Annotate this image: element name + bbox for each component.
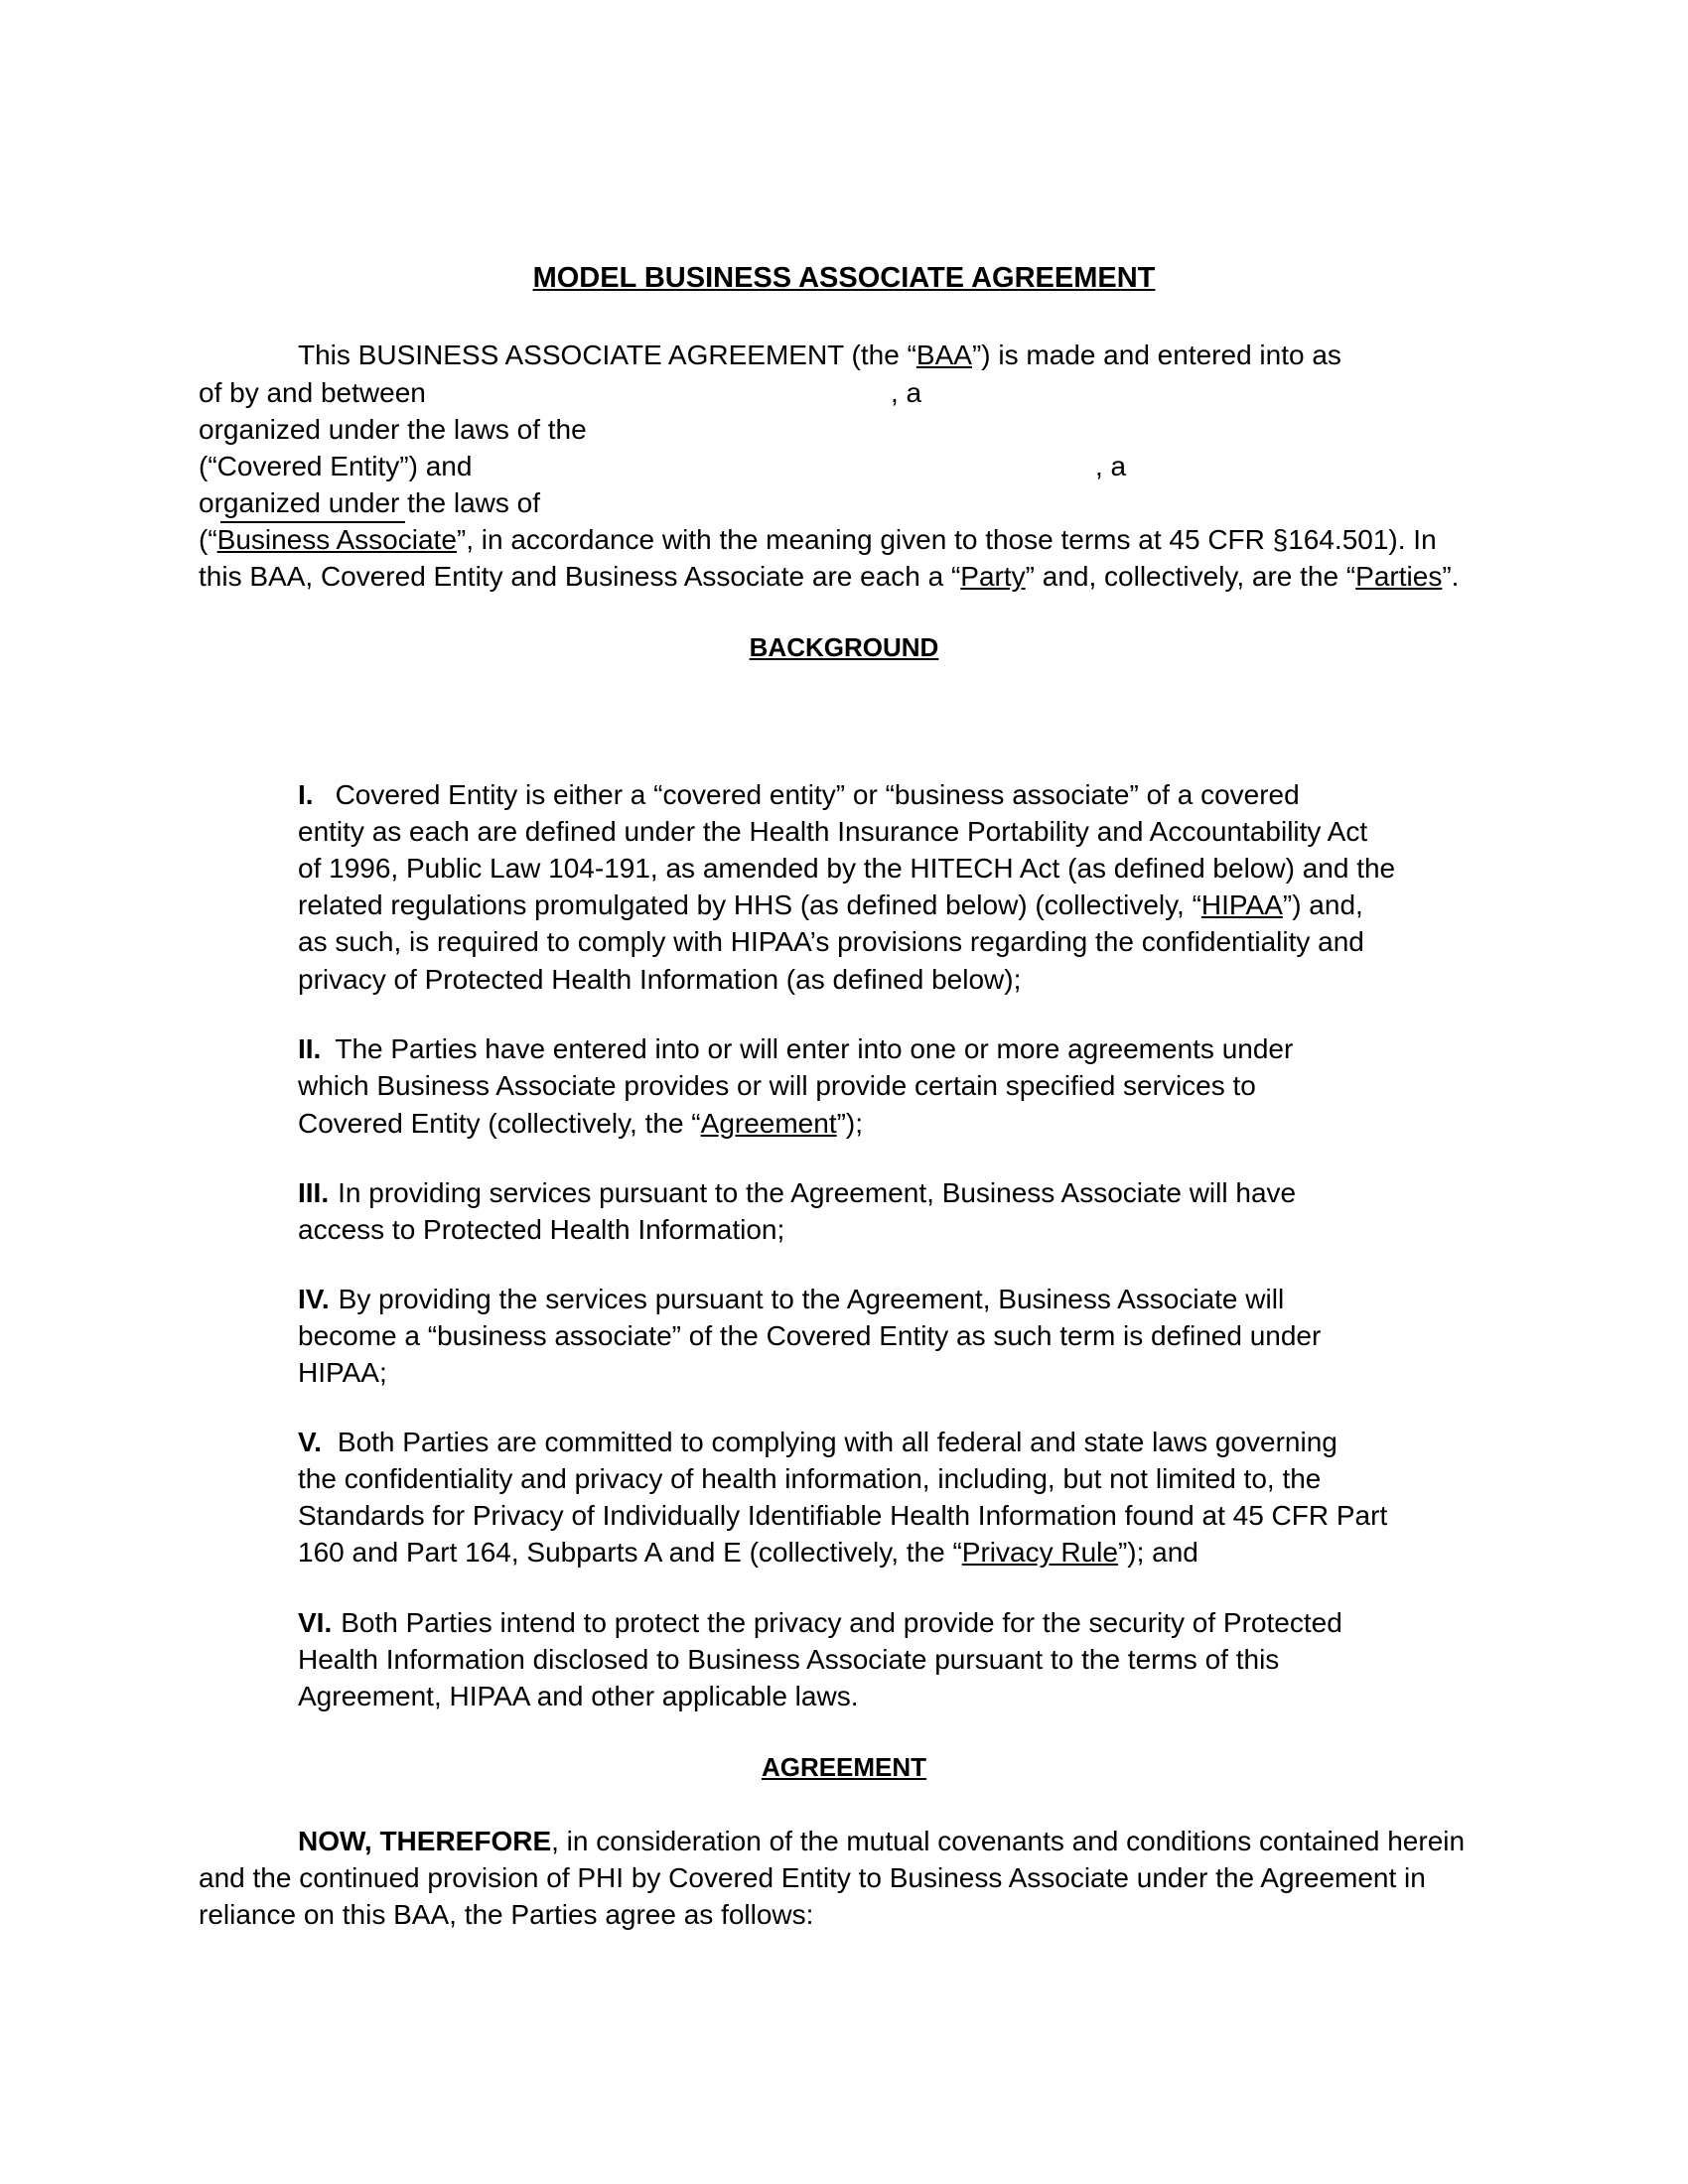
recital-5-line-1: V. Both Parties are committed to complying with all federal and state laws governing [298,1427,1337,1457]
recital-number: I. [298,779,314,810]
preamble-line-2a: of by and between [199,377,426,408]
recital-4-line-1: IV. By providing the services pursuant to the Agreement, Business Associate will [298,1284,1285,1314]
preamble-line-5: organized under the laws of [199,487,540,518]
recital-5-line-4: 160 and Part 164, Subparts A and E (collectively, the “Privacy Rule”); and [298,1537,1198,1568]
preamble-line-2b: , a [891,377,922,408]
recital-2-line-1: II. The Parties have entered into or will enter into one or more agreements under [298,1033,1294,1064]
recital-number: IV. [298,1284,330,1314]
preamble-line-4a: (“Covered Entity”) and [199,451,473,481]
recital-number: II. [298,1033,322,1064]
recital-1-line-1: I. Covered Entity is either a “covered entity” or “business associate” of a covered [298,779,1300,810]
recital-6-line-2: Health Information disclosed to Business Associate pursuant to the terms of this [298,1644,1280,1675]
recital-3-line-1: III. In providing services pursuant to the Agreement, Business Associate will have [298,1177,1297,1208]
defined-term-business-associate: Business Associate [216,524,457,555]
recital-1-line-3: of 1996, Public Law 104-191, as amended by the HITECH Act (as defined below) and the [298,853,1396,884]
closing-line-2: and the continued provision of PHI by Covered Entity to Business Associate under the Agreement in [199,1862,1426,1893]
preamble-line-4b: , a [1095,451,1127,481]
defined-term-parties: Parties [1355,561,1443,592]
preamble-line-1: This BUSINESS ASSOCIATE AGREEMENT (the “BAA”) is made and entered into as [298,340,1341,370]
closing-line-3: reliance on this BAA, the Parties agree as follows: [199,1899,814,1930]
recital-4-line-2: become a “business associate” of the Covered Entity as such term is defined under [298,1320,1322,1351]
agreement-heading: AGREEMENT [761,1752,927,1782]
recital-2-line-2: which Business Associate provides or will provide certain specified services to [298,1070,1256,1101]
document-title: MODEL BUSINESS ASSOCIATE AGREEMENT [532,262,1156,294]
recital-1-line-5: as such, is required to comply with HIPAA’s provisions regarding the confidentiality and [298,926,1364,957]
recital-5-line-3: Standards for Privacy of Individually Identifiable Health Information found at 45 CFR Part [298,1500,1388,1531]
recital-6-line-3: Agreement, HIPAA and other applicable laws. [298,1681,859,1711]
recital-2-line-3: Covered Entity (collectively, the “Agreement”); [298,1108,864,1139]
defined-term-baa: BAA [915,340,972,370]
background-heading: BACKGROUND [749,632,939,662]
recital-6-line-1: VI. Both Parties intend to protect the privacy and provide for the security of Protected [298,1607,1342,1638]
preamble-line-3: organized under the laws of the [199,414,587,445]
defined-term-hipaa: HIPAA [1200,889,1283,920]
preamble-line-6: (“Business Associate”, in accordance with the meaning given to those terms at 45 CFR §164.501). In [199,524,1437,555]
recital-4-line-3: HIPAA; [298,1357,387,1388]
recital-1-line-2: entity as each are defined under the Health Insurance Portability and Accountability Act [298,816,1368,847]
closing-line-1: NOW, THEREFORE, in consideration of the mutual covenants and conditions contained herein [298,1826,1466,1856]
defined-term-party: Party [960,561,1026,592]
recital-1-line-6: privacy of Protected Health Information (as defined below); [298,964,1022,995]
recital-3-line-2: access to Protected Health Information; [298,1214,785,1245]
recital-1-line-4: related regulations promulgated by HHS (as defined below) (collectively, “HIPAA”) and, [298,889,1363,920]
recital-number: V. [298,1427,322,1457]
preamble-line-7: this BAA, Covered Entity and Business Associate are each a “Party” and, collectively, are the “Parties”. [199,561,1460,592]
defined-term-agreement: Agreement [700,1108,837,1139]
recital-number: III. [298,1177,330,1208]
defined-term-privacy-rule: Privacy Rule [961,1537,1118,1568]
recital-number: VI. [298,1607,333,1638]
recital-5-line-2: the confidentiality and privacy of health information, including, but not limited to, the [298,1463,1322,1494]
